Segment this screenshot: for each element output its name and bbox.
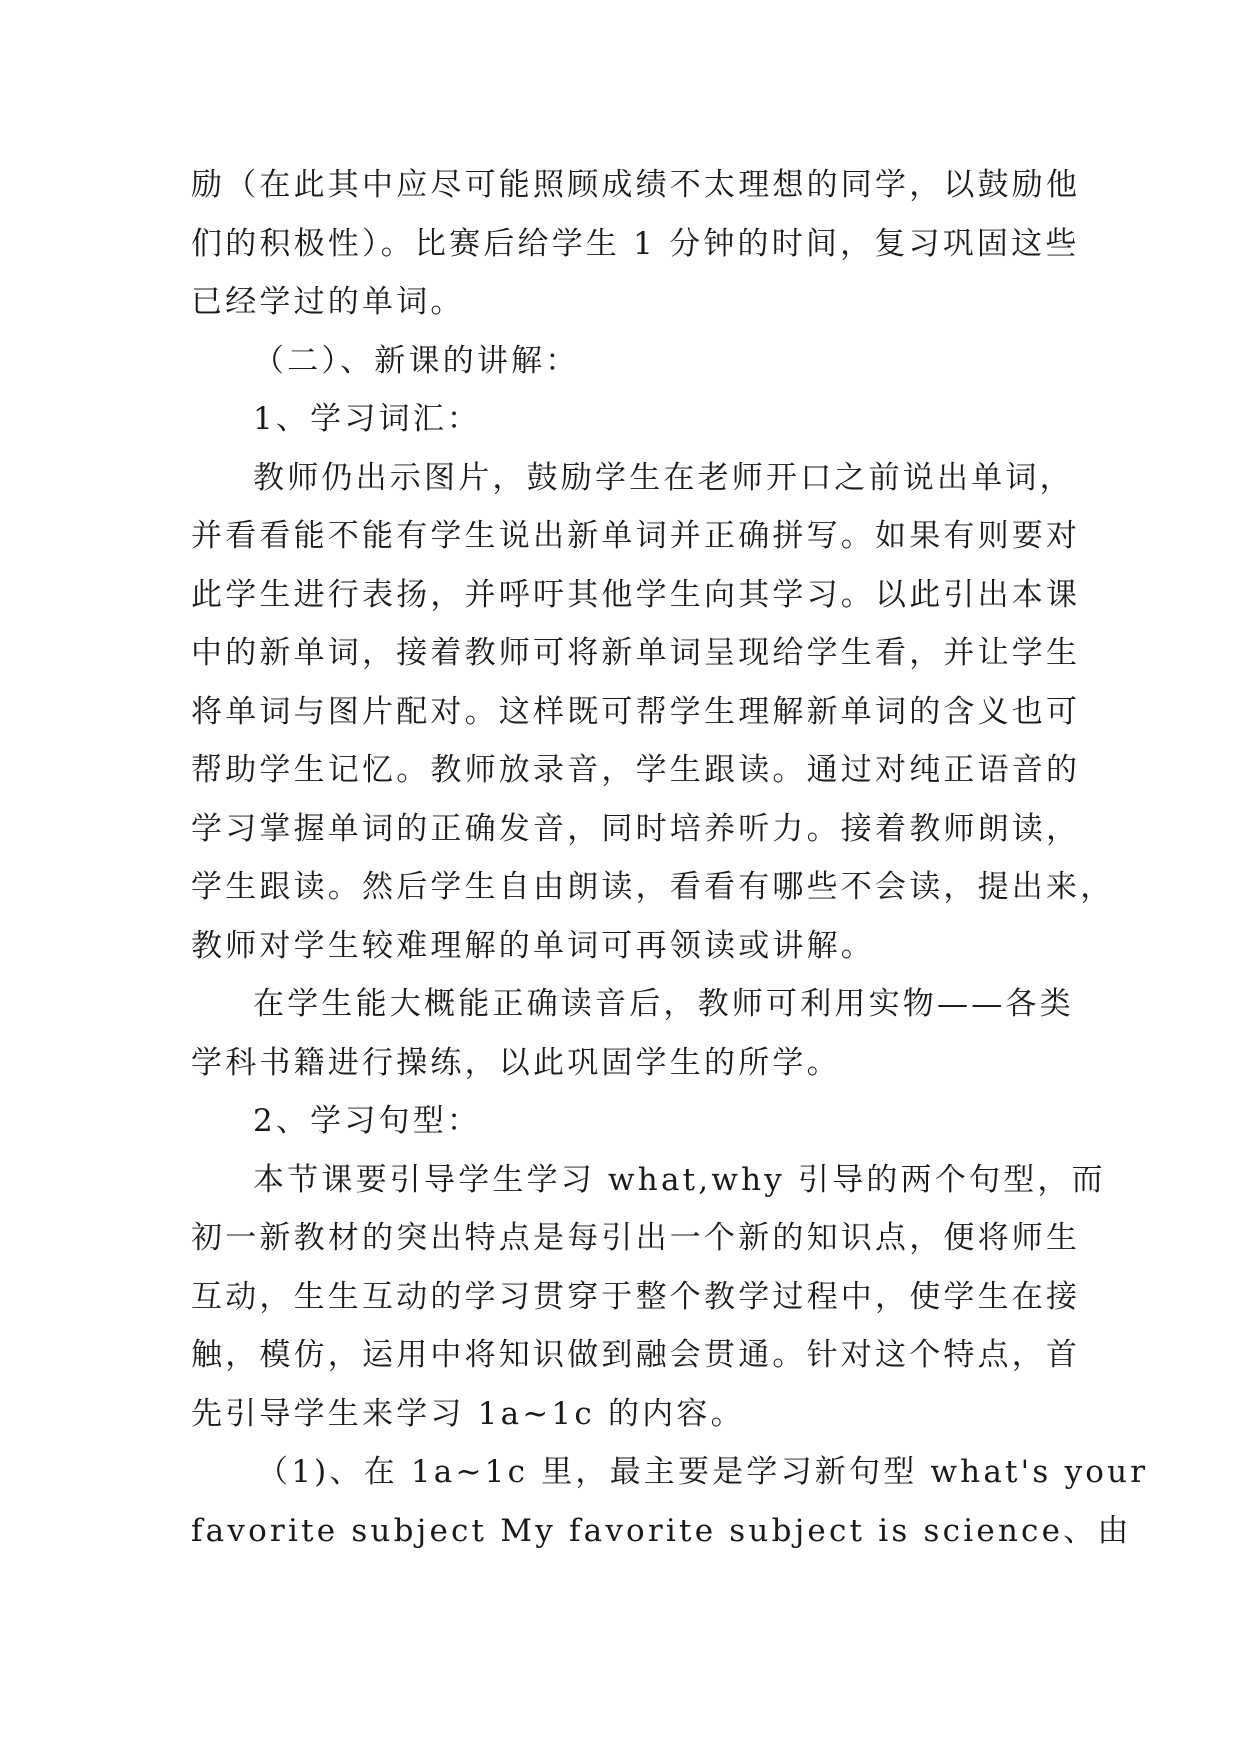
text-line: 教师对学生较难理解的单词可再领读或讲解。 <box>191 927 875 964</box>
text-line: 学生跟读。然后学生自由朗读，看看有哪些不会读，提出来， <box>191 869 1115 905</box>
section-heading: （二）、新课的讲解： <box>253 342 580 379</box>
text-line: 已经学过的单词。 <box>191 284 465 320</box>
text-line: 励（在此其中应尽可能照顾成绩不太理想的同学，以鼓励他 <box>191 167 1081 203</box>
text-line: 们的积极性）。比赛后给学生 1 分钟的时间，复习巩固这些 <box>191 225 1080 262</box>
text-line: 学科书籍进行操练，以此巩固学生的所学。 <box>191 1044 841 1081</box>
document-body <box>191 156 1149 1560</box>
text-line: 先引导学生来学习 1a~1c 的内容。 <box>191 1395 745 1432</box>
paragraph-start: （1)、在 1a~1c 里，最主要是学习新句型 what's your <box>257 1454 1149 1490</box>
text-line: 将单词与图片配对。这样既可帮学生理解新单词的含义也可 <box>191 693 1081 730</box>
text-line: 初一新教材的突出特点是每引出一个新的知识点，便将师生 <box>191 1220 1081 1256</box>
text-line: 触，模仿，运用中将知识做到融会贯通。针对这个特点，首 <box>191 1337 1081 1373</box>
text-line: 帮助学生记忆。教师放录音，学生跟读。通过对纯正语音的 <box>191 752 1081 788</box>
subsection-heading: 1、学习词汇： <box>253 401 482 437</box>
paragraph-start: 本节课要引导学生学习 what,why 引导的两个句型，而 <box>253 1161 1106 1198</box>
paragraph-start: 在学生能大概能正确读音后，教师可利用实物——各类 <box>253 986 1074 1022</box>
text-line: favorite subject My favorite subject is science、由 <box>191 1512 1132 1549</box>
text-line: 此学生进行表扬，并呼吁其他学生向其学习。以此引出本课 <box>191 576 1081 613</box>
subsection-heading: 2、学习句型： <box>253 1103 482 1139</box>
paragraph-start: 教师仍出示图片，鼓励学生在老师开口之前说出单词， <box>253 459 1074 496</box>
text-line: 并看看能不能有学生说出新单词并正确拼写。如果有则要对 <box>191 518 1081 554</box>
text-line: 互动，生生互动的学习贯穿于整个教学过程中，使学生在接 <box>191 1278 1081 1315</box>
text-line: 中的新单词，接着教师可将新单词呈现给学生看，并让学生 <box>191 635 1081 671</box>
text-line: 学习掌握单词的正确发音，同时培养听力。接着教师朗读， <box>191 810 1081 847</box>
